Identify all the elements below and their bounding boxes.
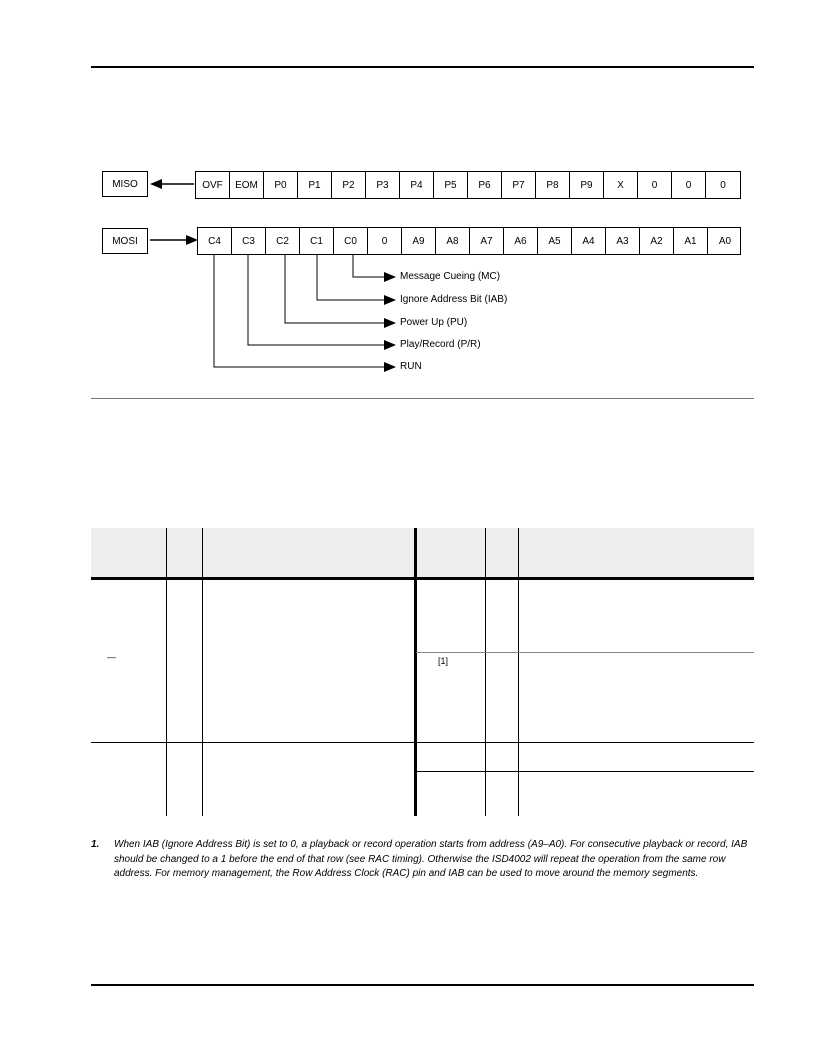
arrowhead-c1 [384, 295, 396, 305]
arrowhead-c4 [384, 362, 396, 372]
miso-bit: P3 [366, 172, 400, 198]
mosi-bit: A1 [674, 228, 708, 254]
mosi-bit: C0 [334, 228, 368, 254]
miso-bit: P4 [400, 172, 434, 198]
mosi-bit: A9 [402, 228, 436, 254]
mosi-bit: A8 [436, 228, 470, 254]
mosi-bit: A3 [606, 228, 640, 254]
leader-c2 [285, 255, 386, 323]
miso-bit: 0 [672, 172, 706, 198]
miso-label: MISO [112, 178, 138, 190]
mosi-bit: 0 [368, 228, 402, 254]
label-power-up: Power Up (PU) [400, 317, 468, 328]
mosi-label: MOSI [112, 235, 138, 247]
arrowhead-c0 [384, 272, 396, 282]
footnote-ref: [1] [438, 656, 449, 666]
table-header [91, 528, 754, 578]
miso-bit: P5 [434, 172, 468, 198]
mosi-bit: A7 [470, 228, 504, 254]
header-rule [91, 577, 754, 580]
col-divider [202, 528, 203, 816]
miso-bit: 0 [720, 179, 726, 191]
col-divider [166, 528, 167, 816]
mosi-bit: A4 [572, 228, 606, 254]
miso-bit: P9 [570, 172, 604, 198]
label-play-record: Play/Record (P/R) [400, 339, 481, 350]
mosi-bit: C2 [266, 228, 300, 254]
mosi-bit: A2 [640, 228, 674, 254]
footnote-number: 1. [91, 839, 100, 850]
label-ignore-address-bit: Ignore Address Bit (IAB) [400, 294, 508, 305]
row-rule-right [416, 652, 754, 653]
miso-bit: P2 [332, 172, 366, 198]
footnote [91, 838, 751, 882]
center-divider [414, 528, 417, 816]
miso-bit: P8 [536, 172, 570, 198]
label-message-cueing: Message Cueing (MC) [400, 271, 501, 282]
mosi-bit: C4 [198, 228, 232, 254]
col-divider [485, 528, 486, 816]
mosi-bit: A0 [718, 235, 732, 247]
miso-bit: X [604, 172, 638, 198]
mosi-bit: C1 [300, 228, 334, 254]
mosi-bit: A5 [538, 228, 572, 254]
arrowhead-c2 [384, 318, 396, 328]
miso-bit: 0 [638, 172, 672, 198]
miso-bit: OVF [196, 172, 230, 198]
footnote-text: When IAB (Ignore Address Bit) is set to 0, a playback or record operation starts from address (A9–A0). For consecutive playback or record, IAB should be changed to a 1 before the end of that row (see RAC timing). Otherwise the ISD4002 will repeat the operation from the same row address. For memory management, the Row Address Clock (RAC) pin and IAB can be used to move around the memory segments. [114, 839, 748, 879]
col-divider [518, 528, 519, 816]
mosi-bit: A6 [504, 228, 538, 254]
miso-bit: P0 [264, 172, 298, 198]
miso-bit: P1 [298, 172, 332, 198]
miso-bit: P6 [468, 172, 502, 198]
leader-c4 [214, 255, 386, 367]
overbar-mark: — [107, 652, 116, 662]
miso-bit: EOM [230, 172, 264, 198]
row-rule [91, 742, 754, 743]
row-rule-right [416, 771, 754, 772]
bottom-rule [91, 984, 754, 986]
arrowhead-c3 [384, 340, 396, 350]
miso-bit: P7 [502, 172, 536, 198]
mosi-bit: C3 [232, 228, 266, 254]
label-run: RUN [400, 361, 422, 372]
leader-c0 [353, 255, 386, 277]
